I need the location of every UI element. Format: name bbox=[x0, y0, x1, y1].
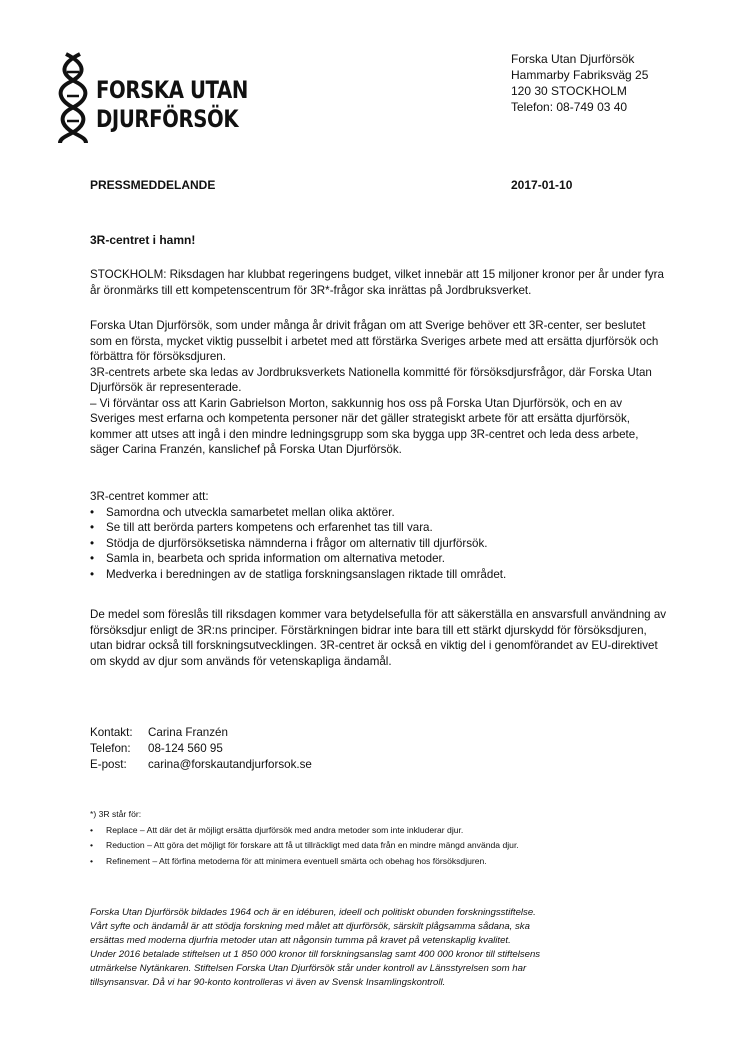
about-organization bbox=[90, 906, 650, 991]
address-line: Hammarby Fabriksväg 25 bbox=[511, 68, 649, 82]
logo bbox=[58, 52, 258, 142]
about-line: Forska Utan Djurförsök bildades 1964 och är en idéburen, ideell och politiskt obunden forskningsstiftelse. bbox=[90, 907, 536, 918]
contact-row bbox=[90, 757, 312, 773]
paragraph-text: De medel som föreslås till riksdagen kommer vara betydelsefulla för att säkerställa en ansvarsfull användning av försöksdjur enligt de 3R:ns principer. Förstärkningen bidrar inte bara till ett stärkt djurskydd för försöksdjuren, utan bidrar också till forskningsutvecklingen. 3R-centret är också en viktig del i genomförandet av EU-direktivet om skydd av djur som används för vetenskapliga ändamål. bbox=[90, 608, 667, 668]
paragraph-text: STOCKHOLM: Riksdagen har klubbat regeringens budget, vilket innebär att 15 miljoner kronor per år under fyra år öronmärks till ett kompetenscentrum för 3R*-frågor ska inrättas på Jordbruksverket. bbox=[90, 268, 664, 297]
about-line: Vårt syfte och ändamål är att stödja forskning med målet att djurförsök, särskilt plågsamma sådana, ska bbox=[90, 921, 530, 933]
sender-address bbox=[511, 51, 648, 115]
bullet-icon: • bbox=[90, 521, 95, 534]
contact-phone: 08-124 560 95 bbox=[148, 742, 223, 755]
footnote-item bbox=[90, 823, 519, 839]
bullet-icon: • bbox=[90, 840, 94, 850]
footnote-text: Reduction – Att göra det möjligt för forskare att få ut tillräckligt med data från en mindre mängd använda djur. bbox=[106, 840, 519, 850]
bullet-icon: • bbox=[90, 505, 95, 519]
paragraph-text: – Vi förväntar oss att Karin Gabrielson Morton, sakkunnig hos oss på Forska Utan Djurförsök, och en av Sveriges mest erfarna och kompetenta personer när det gäller strategiskt arbete för att ersätta djurförsök, kommer att utses att ingå i den mindre ledningsgrupp som ska bygga upp 3R-centret och leda dess arbete, säger Carina Franzén, kanslichef på Forska Utan Djurförsök. bbox=[90, 396, 639, 456]
list-item-text: Medverka i beredningen av de statliga forskningsanslagen riktade till området. bbox=[106, 567, 507, 581]
intro-paragraph bbox=[90, 267, 670, 298]
about-line: ersättas med moderna djurfria metoder utan att någonsin tumma på kravet på vetenskaplig kvalitet. bbox=[90, 935, 511, 947]
contact-row bbox=[90, 741, 312, 757]
about-line: utmärkelse Nytänkaren. Stiftelsen Forska Utan Djurförsök står under kontroll av Länsstyrelsen som har bbox=[90, 963, 527, 975]
list-item bbox=[90, 536, 680, 552]
about-line: Under 2016 betalade stiftelsen ut 1 850 000 kronor till forskningsanslag samt 400 000 kronor till stiftelsens bbox=[90, 949, 541, 961]
bullet-icon: • bbox=[90, 567, 95, 581]
list-item bbox=[90, 520, 680, 536]
list-item bbox=[90, 567, 680, 583]
list-item bbox=[90, 505, 680, 521]
logo-wordmark bbox=[96, 76, 248, 134]
footnote-item bbox=[90, 838, 519, 854]
document-type-label: PRESSMEDDELANDE bbox=[90, 178, 216, 192]
footnote-text: Replace – Att där det är möjligt ersätta djurförsök med andra metoder som inte inkluderar djur. bbox=[106, 824, 464, 835]
contact-block bbox=[90, 725, 312, 773]
bullet-icon: • bbox=[90, 824, 94, 835]
list-heading: 3R-centret kommer att: bbox=[90, 490, 209, 503]
address-line: Telefon: 08-749 03 40 bbox=[511, 100, 628, 114]
email-label: E-post: bbox=[90, 758, 127, 771]
release-date: 2017-01-10 bbox=[511, 178, 573, 192]
about-line: tillsynsansvar. Då vi har 90-konto kontrolleras vi även av Svensk Insamlingskontroll. bbox=[90, 977, 446, 989]
list-item-text: Samordna och utveckla samarbetet mellan olika aktörer. bbox=[106, 505, 395, 519]
paragraph-text: Forska Utan Djurförsök, som under många år drivit frågan om att Sverige behöver ett 3R-center, ser beslutet som en första, mycket viktig pusselbit i arbetet med att förstärka Sveriges arbete med att ersätta djurförsök och förbättra för försöksdjuren. bbox=[90, 319, 659, 363]
dna-helix-icon bbox=[58, 52, 92, 144]
footnote-heading: *) 3R står för: bbox=[90, 809, 142, 819]
list-item-text: Se till att berörda parters kompetens och erfarenhet tas till vara. bbox=[106, 521, 433, 534]
paragraph-text: 3R-centrets arbete ska ledas av Jordbruksverkets Nationella kommitté för försöksdjursfrågor, där Forska Utan Djurförsök är representerade. bbox=[90, 365, 652, 394]
bullet-icon: • bbox=[90, 855, 94, 866]
logo-line-2: DJURFÖRSÖK bbox=[96, 105, 239, 133]
list-item bbox=[90, 551, 680, 567]
contact-row bbox=[90, 725, 312, 741]
bullet-icon: • bbox=[90, 552, 95, 565]
logo-line-1: FORSKA UTAN bbox=[96, 76, 248, 104]
address-line: Forska Utan Djurförsök bbox=[511, 52, 635, 66]
address-line: 120 30 STOCKHOLM bbox=[511, 84, 627, 98]
contact-label: Kontakt: bbox=[90, 726, 133, 739]
body-paragraphs bbox=[90, 318, 670, 458]
contact-email[interactable]: carina@forskautandjurforsok.se bbox=[148, 758, 312, 771]
closing-paragraph bbox=[90, 607, 670, 669]
bullet-icon: • bbox=[90, 536, 95, 550]
footnote-item bbox=[90, 854, 519, 870]
list-item-text: Stödja de djurförsöksetiska nämnderna i frågor om alternativ till djurförsök. bbox=[106, 536, 488, 550]
press-release-title: 3R-centret i hamn! bbox=[90, 233, 196, 247]
phone-label: Telefon: bbox=[90, 742, 131, 755]
responsibility-list bbox=[90, 489, 680, 582]
contact-name: Carina Franzén bbox=[148, 726, 228, 739]
footnote-text: Refinement – Att förfina metoderna för att minimera eventuell smärta och obehag hos försöksdjuren. bbox=[106, 855, 487, 866]
footnote-3r bbox=[90, 807, 519, 869]
list-item-text: Samla in, bearbeta och sprida information om alternativa metoder. bbox=[106, 552, 445, 565]
